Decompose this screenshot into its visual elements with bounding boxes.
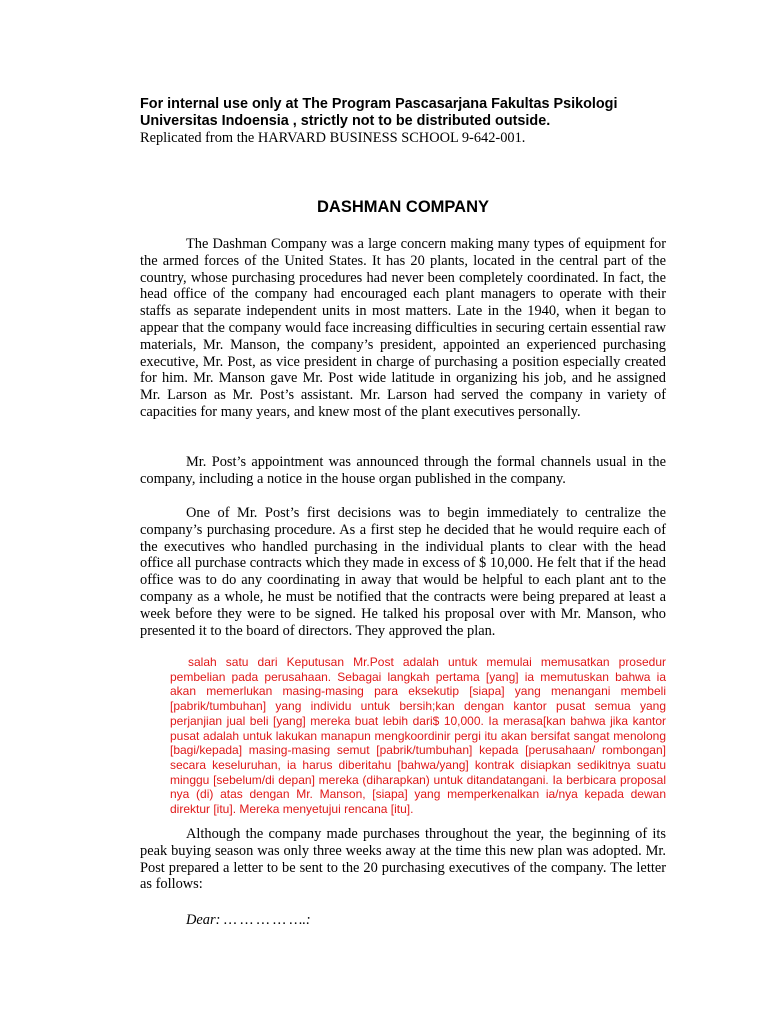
letter-salutation: Dear: … … … … ….: — [186, 912, 311, 928]
paragraph-intro: The Dashman Company was a large concern making many types of equipment for the armed forces of the United States. It has 20 plants, located in the central part of the country, whose purchasing procedures had never been completely coordinated. In fact, the head office of the company had encouraged each plant managers to operate with their staffs as separate independent units in most matters. Late in the 1940, when it began to appear that the company would face increasing difficulties in securing certain essential raw materials, Mr. Manson, the company’s president, appointed an experienced purchasing executive, Mr. Post, as vice president in charge of purchasing a position especially created for him. Mr. Manson gave Mr. Post wide latitude in organizing his job, and he assigned Mr. Larson as Mr. Post’s assistant. Mr. Larson had served the company in variety of capacities for many years, and knew most of the plant executives personally. — [140, 236, 666, 420]
paragraph-decision: One of Mr. Post’s first decisions was to begin immediately to centralize the company’s purchasing procedure. As a first step he decided that he would require each of the executives who handled purchasing in the individual plants to clear with the head office all purchase contracts which they made in excess of $ 10,000. He felt that if the head office was to do any coordinating in away that would be helpful to each plant ant to the company as a whole, he must be notified that the contracts were being prepared at least a week before they were to be signed. He talked his proposal over with Mr. Manson, who presented it to the board of directors. They approved the plan. — [140, 505, 666, 639]
paragraph-peak-season: Although the company made purchases throughout the year, the beginning of its peak buying season was only three weeks away at the time this new plan was adopted. Mr. Post prepared a letter to be sent to the 20 purchasing executives of the company. The letter as follows: — [140, 826, 666, 893]
source-credit: Replicated from the HARVARD BUSINESS SCHOOL 9-642-001. — [140, 130, 526, 146]
paragraph-appointment: Mr. Post’s appointment was announced through the formal channels usual in the company, including a notice in the house organ published in the company. — [140, 454, 666, 487]
internal-use-notice-line-1: For internal use only at The Program Pascasarjana Fakultas Psikologi — [140, 96, 618, 112]
internal-use-notice-line-2: Universitas Indoensia , strictly not to be distributed outside. — [140, 113, 551, 129]
indonesian-translation: salah satu dari Keputusan Mr.Post adalah untuk memulai memusatkan prosedur pembelian pada perusahaan. Sebagai langkah pertama [yang] ia memutuskan bahwa ia akan memerlukan masing-masing para eksekutip [siapa] yang menangani membeli [pabrik/tumbuhan] yang individu untuk bersih;kan dengan kantor pusat semua yang perjanjian jual beli [yang] mereka buat lebih dari$ 10,000. Ia merasa[kan bahwa jika kantor pusat adalah untuk lakukan manapun mengkoordinir pergi itu akan bersifat sangat menolong [bagi/kepada] masing-masing semut [pabrik/tumbuhan] kepada [perusahaan/ rombongan] secara keseluruhan, ia harus diberitahu [bahwa/yang] kontrak disiapkan sedikitnya suatu minggu [sebelum/di depan] mereka (diharapkan) untuk ditandatangani. Ia berbicara proposal nya (di) atas dengan Mr. Manson, [siapa] yang memperkenalkan ia/nya kepada dewan direktur [itu]. Mereka menyetujui rencana [itu]. — [170, 655, 666, 817]
document-page — [140, 96, 666, 928]
document-title: DASHMAN COMPANY — [316, 198, 490, 216]
